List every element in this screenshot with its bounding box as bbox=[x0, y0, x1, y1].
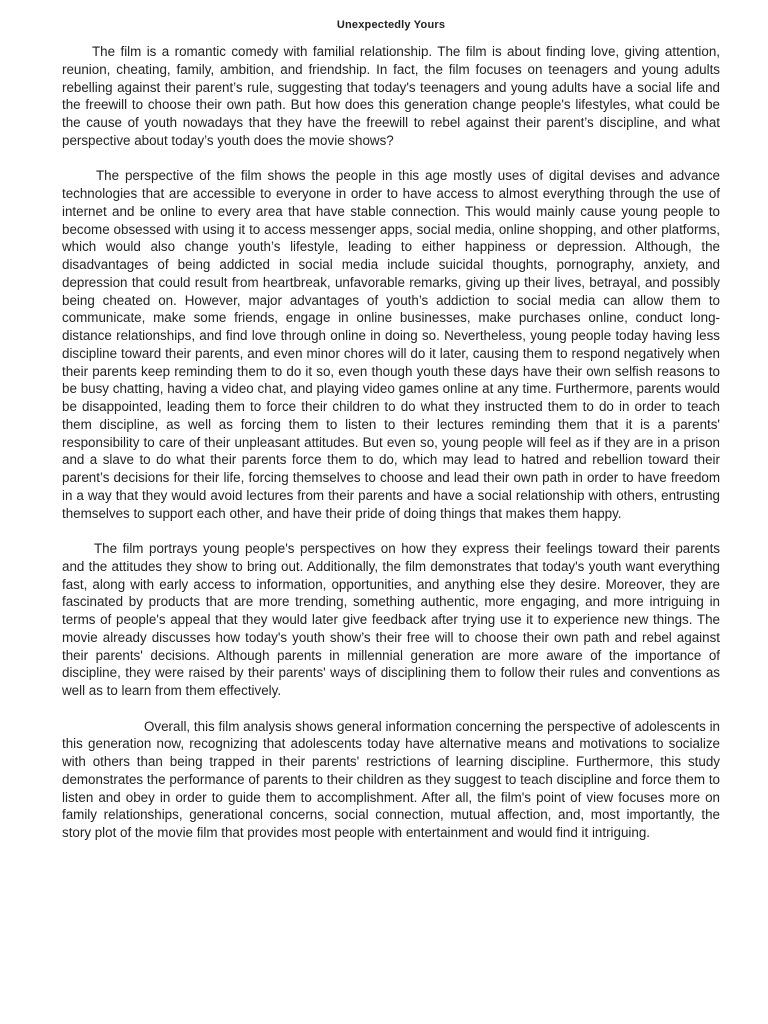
paragraph-portrayal: The film portrays young people's perspectives on how they express their feelings toward their parents and the attitudes they show to bring out. Additionally, the film demonstrates that today's youth want everything fast, along with early access to information, opportunities, and anything else they desire. Moreover, they are fascinated by products that are more trending, something authentic, more engaging, and more intriguing in terms of people's appeal that they would later give feedback after trying use it to experience new things. The movie already discusses how today's youth show’s their free will to choose their own path and rebel against their parents' decisions. Although parents in millennial generation are more aware of the importance of discipline, they were raised by their parents' ways of disciplining them to follow their rules and conventions as well as to learn from them effectively. bbox=[62, 541, 720, 698]
paragraph-conclusion: Overall, this film analysis shows general information concerning the perspective of adolescents in this generation now, recognizing that adolescents today have alternative means and motivations to socialize with others than being trapped in their parents' restrictions of learning discipline. Furthermore, this study demonstrates the performance of parents to their children as they suggest to teach discipline and force them to listen and obey in order to guide them to accomplishment. After all, the film's point of view focuses more on family relationships, generational concerns, social connection, mutual affection, and, most importantly, the story plot of the movie film that provides most people with entertainment and would find it intriguing. bbox=[62, 718, 720, 840]
paragraph-perspective: The perspective of the film shows the people in this age mostly uses of digital devises and advance technologies that are accessible to everyone in order to have access to almost everything through the use of internet and be online to every area that have stable connection. This would mainly cause young people to become obsessed with using it to access messenger apps, social media, online shopping, and other platforms, which would also change youth’s lifestyle, leading to either happiness or depression. Although, the disadvantages of being addicted in social media include suicidal thoughts, pornography, anxiety, and depression that could result from heartbreak, unfavorable remarks, giving up their lives, betrayal, and possibly being cheated on. However, major advantages of youth’s addiction to social media can allow them to communicate, make some friends, engage in online businesses, make purchases online, conduct long-distance relationships, and find love through online in doing so. Nevertheless, young people today having less discipline toward their parents, and even minor chores will do it later, causing them to respond negatively when their parents keep reminding them to do it so, even though youth these days have their own selfish reasons to be busy chatting, having a video chat, and playing video games online at any time. Furthermore, parents would be disappointed, leading them to force their children to do what they instructed them to do in order to teach them discipline, as well as forcing them to listen to their lectures reminding them that it is a parents' responsibility to care of their unpleasant attitudes. But even so, young people will feel as if they are in a prison and a slave to do what their parents force them to do, which may lead to hatred and rebellion toward their parent’s decisions for their life, forcing themselves to choose and lead their own path in order to have freedom in a way that they would avoid lectures from their parents and have a social relationship with others, entrusting themselves to support each other, and have their pride of doing things that makes them happy. bbox=[62, 168, 720, 521]
paragraph-introduction: The film is a romantic comedy with familial relationship. The film is about finding love, giving attention, reunion, cheating, family, ambition, and friendship. In fact, the film focuses on teenagers and young adults rebelling against their parent’s rule, suggesting that today's teenagers and young adults have a social life and the freewill to choose their own path. But how does this generation change people's lifestyles, what could be the cause of youth nowadays that they have the freewill to rebel against their parent’s discipline, and what perspective about today’s youth does the movie shows? bbox=[62, 44, 720, 148]
document-title: Unexpectedly Yours bbox=[336, 19, 446, 31]
